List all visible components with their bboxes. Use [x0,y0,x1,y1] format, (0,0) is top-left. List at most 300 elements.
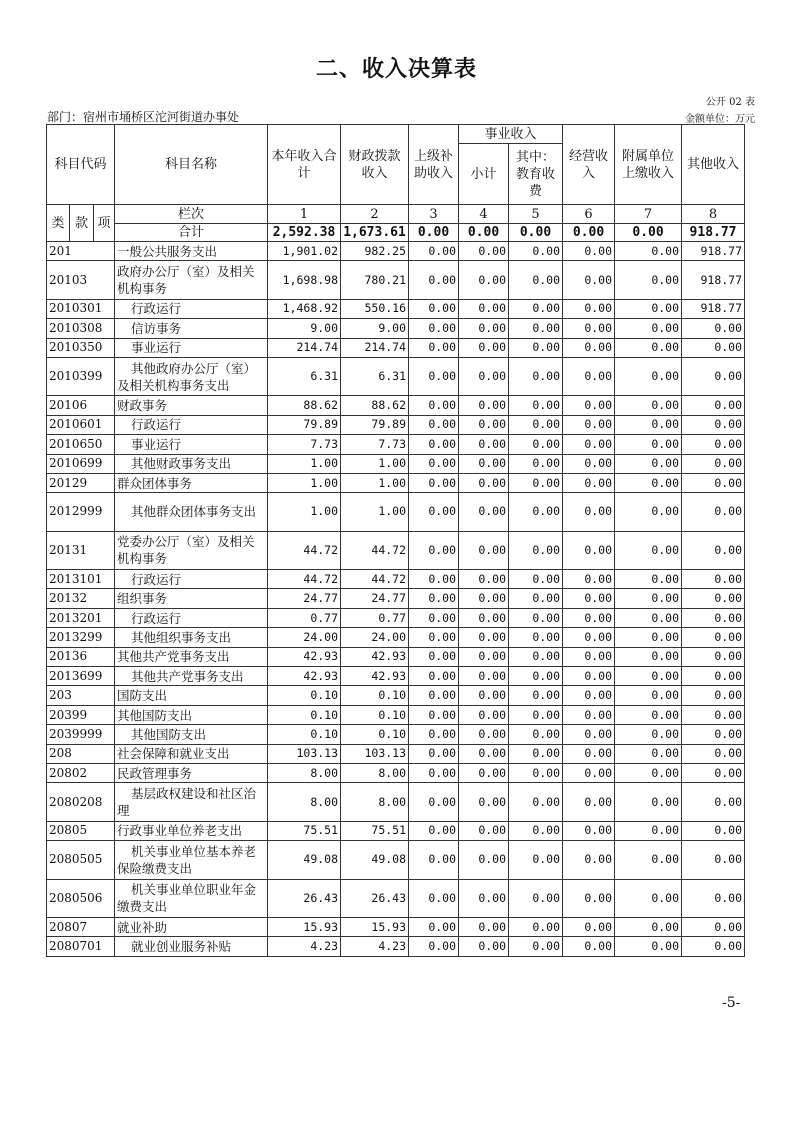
table-row [47,338,745,357]
table-row [47,667,745,686]
amount-cell: 0.00 [409,608,459,627]
table-row [47,396,745,415]
amount-cell: 0.00 [509,357,563,395]
subject-name [115,435,268,454]
amount-cell: 0.00 [459,917,509,936]
amount-cell: 0.00 [682,435,745,454]
amount-cell: 0.00 [459,589,509,608]
amount-cell: 0.00 [563,531,615,569]
amount-cell: 0.00 [509,589,563,608]
subject-name [115,744,268,763]
income-final-accounts-table [46,124,745,957]
subject-name-text: 事业运行 [131,340,182,356]
amount-cell: 0.00 [459,570,509,589]
total-value: 918.77 [682,224,745,242]
amount-cell: 0.77 [268,608,341,627]
table-row [47,435,745,454]
subject-code: 20106 [47,396,115,415]
amount-cell: 0.00 [509,705,563,724]
total-value: 1,673.61 [341,224,409,242]
amount-cell: 44.72 [341,531,409,569]
amount-cell: 0.00 [409,879,459,917]
amount-cell: 0.00 [682,783,745,821]
amount-cell: 0.00 [509,783,563,821]
subject-name [115,725,268,744]
amount-cell: 1,698.98 [268,261,341,299]
amount-cell: 0.00 [615,763,682,782]
amount-cell: 0.00 [615,261,682,299]
amount-cell: 0.00 [563,435,615,454]
table-row [47,454,745,473]
amount-cell: 0.00 [509,628,563,647]
col-number: 4 [459,205,509,224]
subject-name [115,589,268,608]
header-career-income: 事业收入 [459,125,563,144]
total-value: 0.00 [563,224,615,242]
amount-cell: 0.00 [459,396,509,415]
amount-cell: 0.00 [563,628,615,647]
amount-cell: 0.00 [563,705,615,724]
amount-cell: 0.00 [682,338,745,357]
subject-name [115,493,268,531]
subject-name [115,841,268,879]
amount-cell: 0.00 [509,667,563,686]
subject-name-text: 其他国防支出 [131,726,207,742]
header-col6: 经营收入 [563,125,615,205]
subject-name [115,454,268,473]
subject-code: 20131 [47,531,115,569]
amount-cell: 0.00 [563,415,615,434]
subject-name-text: 其他财政事务支出 [131,456,232,472]
table-row [47,261,745,299]
col-number: 7 [615,205,682,224]
amount-cell: 1.00 [341,473,409,492]
amount-cell: 0.00 [615,299,682,318]
amount-cell: 0.00 [509,493,563,531]
table-row [47,299,745,318]
subject-code: 2013699 [47,667,115,686]
amount-cell: 0.00 [459,531,509,569]
amount-cell: 0.00 [459,261,509,299]
amount-cell: 0.00 [509,647,563,666]
amount-cell: 0.00 [409,589,459,608]
table-row [47,705,745,724]
amount-cell: 0.00 [409,415,459,434]
amount-cell: 42.93 [341,667,409,686]
amount-cell: 0.00 [409,435,459,454]
amount-cell: 0.00 [563,647,615,666]
amount-cell: 0.00 [459,937,509,956]
amount-cell: 44.72 [341,570,409,589]
amount-cell: 0.00 [615,570,682,589]
amount-cell: 982.25 [341,242,409,261]
amount-cell: 0.00 [615,937,682,956]
subject-name-text: 就业补助 [117,919,168,935]
header-col1: 本年收入合计 [268,125,341,205]
amount-cell: 49.08 [268,841,341,879]
header-col8: 其他收入 [682,125,745,205]
subject-name [115,628,268,647]
amount-cell: 0.00 [682,415,745,434]
amount-cell: 0.00 [682,917,745,936]
subject-name [115,879,268,917]
amount-cell: 0.00 [563,299,615,318]
subject-name [115,686,268,705]
amount-cell: 0.00 [409,628,459,647]
amount-cell: 0.00 [682,705,745,724]
table-row [47,531,745,569]
amount-cell: 0.00 [682,493,745,531]
amount-cell: 0.00 [615,357,682,395]
amount-cell: 0.00 [682,841,745,879]
col-number: 6 [563,205,615,224]
subject-name [115,338,268,357]
amount-cell: 42.93 [268,647,341,666]
table-row [47,879,745,917]
subject-name-text: 政府办公厅（室）及相关机构事务 [117,264,255,297]
amount-cell: 0.00 [563,879,615,917]
amount-cell: 0.00 [682,396,745,415]
amount-cell: 0.00 [409,917,459,936]
amount-cell: 0.00 [459,608,509,627]
subject-name [115,821,268,840]
amount-cell: 780.21 [341,261,409,299]
amount-cell: 1,901.02 [268,242,341,261]
amount-cell: 0.00 [682,647,745,666]
subject-code: 2080208 [47,783,115,821]
subject-name-text: 其他组织事务支出 [131,629,232,645]
table-row [47,628,745,647]
amount-cell: 44.72 [268,570,341,589]
amount-cell: 0.00 [563,493,615,531]
amount-cell: 0.00 [459,435,509,454]
amount-cell: 0.00 [409,261,459,299]
amount-cell: 15.93 [268,917,341,936]
total-row [47,224,745,242]
amount-cell: 0.00 [509,763,563,782]
amount-cell: 0.00 [682,821,745,840]
header-col2: 财政拨款收入 [341,125,409,205]
subject-code: 2010399 [47,357,115,395]
table-row [47,319,745,338]
subject-name-text: 事业运行 [131,436,182,452]
subject-code: 20399 [47,705,115,724]
subject-code: 2080505 [47,841,115,879]
amount-cell: 0.00 [682,879,745,917]
amount-cell: 0.00 [682,608,745,627]
table-row [47,763,745,782]
amount-cell: 0.00 [509,415,563,434]
amount-cell: 0.00 [615,917,682,936]
amount-cell: 0.00 [682,473,745,492]
subject-name [115,647,268,666]
amount-cell: 0.00 [459,454,509,473]
amount-cell: 8.00 [268,783,341,821]
amount-cell: 0.00 [459,319,509,338]
amount-cell: 26.43 [268,879,341,917]
amount-cell: 0.00 [409,242,459,261]
header-col3: 上级补助收入 [409,125,459,205]
amount-cell: 0.00 [459,338,509,357]
amount-cell: 0.10 [268,725,341,744]
page-number: -5- [722,995,741,1011]
subject-code: 2010699 [47,454,115,473]
amount-cell: 0.00 [682,531,745,569]
col-number: 5 [509,205,563,224]
subject-name-text: 行政运行 [131,571,182,587]
subject-name [115,319,268,338]
amount-cell: 1,468.92 [268,299,341,318]
amount-cell: 918.77 [682,299,745,318]
total-value: 0.00 [459,224,509,242]
amount-cell: 24.77 [268,589,341,608]
amount-cell: 0.00 [409,744,459,763]
amount-cell: 0.00 [459,783,509,821]
subject-code: 20136 [47,647,115,666]
amount-cell: 1.00 [341,454,409,473]
subject-name [115,667,268,686]
col-number: 3 [409,205,459,224]
amount-cell: 0.00 [409,338,459,357]
amount-unit-label: 金额单位：万元 [685,114,755,125]
amount-cell: 0.00 [409,570,459,589]
amount-cell: 0.00 [563,763,615,782]
amount-cell: 0.00 [615,473,682,492]
subject-name-text: 行政运行 [131,610,182,626]
subject-code: 2010601 [47,415,115,434]
amount-cell: 0.00 [409,473,459,492]
table-row [47,783,745,821]
amount-cell: 42.93 [268,667,341,686]
subject-code: 2013201 [47,608,115,627]
amount-cell: 0.00 [682,357,745,395]
amount-cell: 0.00 [459,705,509,724]
subject-code: 2010301 [47,299,115,318]
amount-cell: 0.00 [409,667,459,686]
amount-cell: 44.72 [268,531,341,569]
subject-code: 2010308 [47,319,115,338]
amount-cell: 0.00 [615,319,682,338]
amount-cell: 0.00 [459,242,509,261]
subject-name [115,937,268,956]
amount-cell: 0.00 [459,841,509,879]
amount-cell: 0.00 [409,454,459,473]
amount-cell: 0.00 [682,454,745,473]
amount-cell: 0.00 [682,667,745,686]
col-number: 1 [268,205,341,224]
amount-cell: 0.00 [563,937,615,956]
amount-cell: 0.10 [341,686,409,705]
amount-cell: 0.00 [563,725,615,744]
header-col5: 其中：教育收费 [509,144,563,205]
amount-cell: 0.00 [563,667,615,686]
amount-cell: 1.00 [268,493,341,531]
amount-cell: 0.00 [409,357,459,395]
amount-cell: 0.00 [615,705,682,724]
amount-cell: 88.62 [268,396,341,415]
amount-cell: 0.00 [509,435,563,454]
subject-name-text: 其他共产党事务支出 [131,668,244,684]
amount-cell: 0.00 [615,415,682,434]
amount-cell: 0.00 [615,628,682,647]
subject-name [115,473,268,492]
amount-cell: 0.00 [509,473,563,492]
amount-cell: 0.00 [563,357,615,395]
amount-cell: 24.00 [268,628,341,647]
department-label: 部门：宿州市埇桥区沱河街道办事处 [47,110,240,124]
amount-cell: 0.00 [615,879,682,917]
amount-cell: 0.00 [563,338,615,357]
amount-cell: 0.00 [409,299,459,318]
amount-cell: 0.00 [682,570,745,589]
amount-cell: 0.00 [563,744,615,763]
amount-cell: 0.00 [563,608,615,627]
amount-cell: 0.00 [509,299,563,318]
amount-cell: 0.00 [459,299,509,318]
subject-name-text: 财政事务 [117,398,168,414]
table-row [47,608,745,627]
amount-cell: 1.00 [268,454,341,473]
subject-name [115,357,268,395]
amount-cell: 0.10 [268,705,341,724]
amount-cell: 0.00 [615,667,682,686]
header-col7: 附属单位上缴收入 [615,125,682,205]
amount-cell: 0.00 [459,473,509,492]
amount-cell: 79.89 [268,415,341,434]
amount-cell: 0.00 [682,628,745,647]
subject-name-text: 基层政权建设和社区治理 [117,786,257,819]
amount-cell: 1.00 [341,493,409,531]
amount-cell: 0.77 [341,608,409,627]
subject-name-text: 民政管理事务 [117,765,193,781]
amount-cell: 0.00 [615,821,682,840]
amount-cell: 0.00 [509,319,563,338]
subject-name [115,299,268,318]
amount-cell: 0.00 [409,821,459,840]
subject-name-text: 机关事业单位基本养老保险缴费支出 [117,843,257,876]
subject-name [115,261,268,299]
subject-code: 2080506 [47,879,115,917]
table-row [47,589,745,608]
amount-cell: 0.00 [459,628,509,647]
amount-cell: 49.08 [341,841,409,879]
table-row [47,841,745,879]
amount-cell: 0.00 [615,725,682,744]
amount-cell: 88.62 [341,396,409,415]
amount-cell: 0.00 [615,493,682,531]
table-row [47,725,745,744]
col-number: 8 [682,205,745,224]
subject-name [115,705,268,724]
amount-cell: 0.10 [341,705,409,724]
subject-name-text: 组织事务 [117,591,168,607]
amount-cell: 0.00 [509,396,563,415]
amount-cell: 0.00 [409,686,459,705]
amount-cell: 0.00 [409,396,459,415]
table-row [47,570,745,589]
table-row [47,473,745,492]
subject-name-text: 行政运行 [131,417,182,433]
amount-cell: 0.00 [509,261,563,299]
subject-name-text: 机关事业单位职业年金缴费支出 [117,882,257,915]
amount-cell: 9.00 [268,319,341,338]
amount-cell: 0.00 [615,338,682,357]
amount-cell: 0.00 [509,744,563,763]
amount-cell: 0.00 [615,435,682,454]
subject-name [115,570,268,589]
table-row [47,493,745,531]
subject-name-text: 一般公共服务支出 [117,243,218,259]
table-row [47,686,745,705]
amount-cell: 0.00 [563,783,615,821]
amount-cell: 0.00 [459,725,509,744]
amount-cell: 1.00 [268,473,341,492]
amount-cell: 0.00 [409,705,459,724]
amount-cell: 0.00 [615,744,682,763]
amount-cell: 0.00 [682,589,745,608]
amount-cell: 0.00 [563,917,615,936]
header-xiang: 项 [94,205,115,242]
amount-cell: 24.00 [341,628,409,647]
amount-cell: 0.00 [615,647,682,666]
amount-cell: 0.00 [563,261,615,299]
subject-code: 208 [47,744,115,763]
amount-cell: 0.00 [682,686,745,705]
amount-cell: 0.00 [509,570,563,589]
total-value: 0.00 [409,224,459,242]
table-row [47,415,745,434]
header-lei: 类 [47,205,70,242]
amount-cell: 0.00 [409,783,459,821]
amount-cell: 0.00 [563,242,615,261]
header-kuan: 款 [70,205,94,242]
amount-cell: 4.23 [268,937,341,956]
header-code: 科目代码 [47,125,115,205]
amount-cell: 0.00 [563,821,615,840]
total-value: 0.00 [509,224,563,242]
amount-cell: 0.00 [563,319,615,338]
amount-cell: 0.00 [409,531,459,569]
amount-cell: 0.00 [509,454,563,473]
total-label: 合计 [115,224,268,242]
amount-cell: 79.89 [341,415,409,434]
amount-cell: 0.00 [509,841,563,879]
amount-cell: 0.00 [459,879,509,917]
amount-cell: 75.51 [341,821,409,840]
header-col4: 小计 [459,144,509,205]
amount-cell: 0.10 [341,725,409,744]
amount-cell: 0.00 [615,531,682,569]
amount-cell: 24.77 [341,589,409,608]
amount-cell: 6.31 [268,357,341,395]
total-value: 2,592.38 [268,224,341,242]
total-value: 0.00 [615,224,682,242]
amount-cell: 0.00 [563,570,615,589]
subject-code: 2010650 [47,435,115,454]
amount-cell: 7.73 [341,435,409,454]
subject-code: 2010350 [47,338,115,357]
amount-cell: 0.00 [509,725,563,744]
subject-name-text: 党委办公厅（室）及相关机构事务 [117,534,255,567]
subject-name-text: 就业创业服务补贴 [131,939,232,955]
table-row [47,917,745,936]
amount-cell: 0.00 [409,763,459,782]
amount-cell: 0.00 [459,686,509,705]
amount-cell: 918.77 [682,261,745,299]
subject-code: 201 [47,242,115,261]
amount-cell: 0.00 [615,589,682,608]
amount-cell: 103.13 [268,744,341,763]
